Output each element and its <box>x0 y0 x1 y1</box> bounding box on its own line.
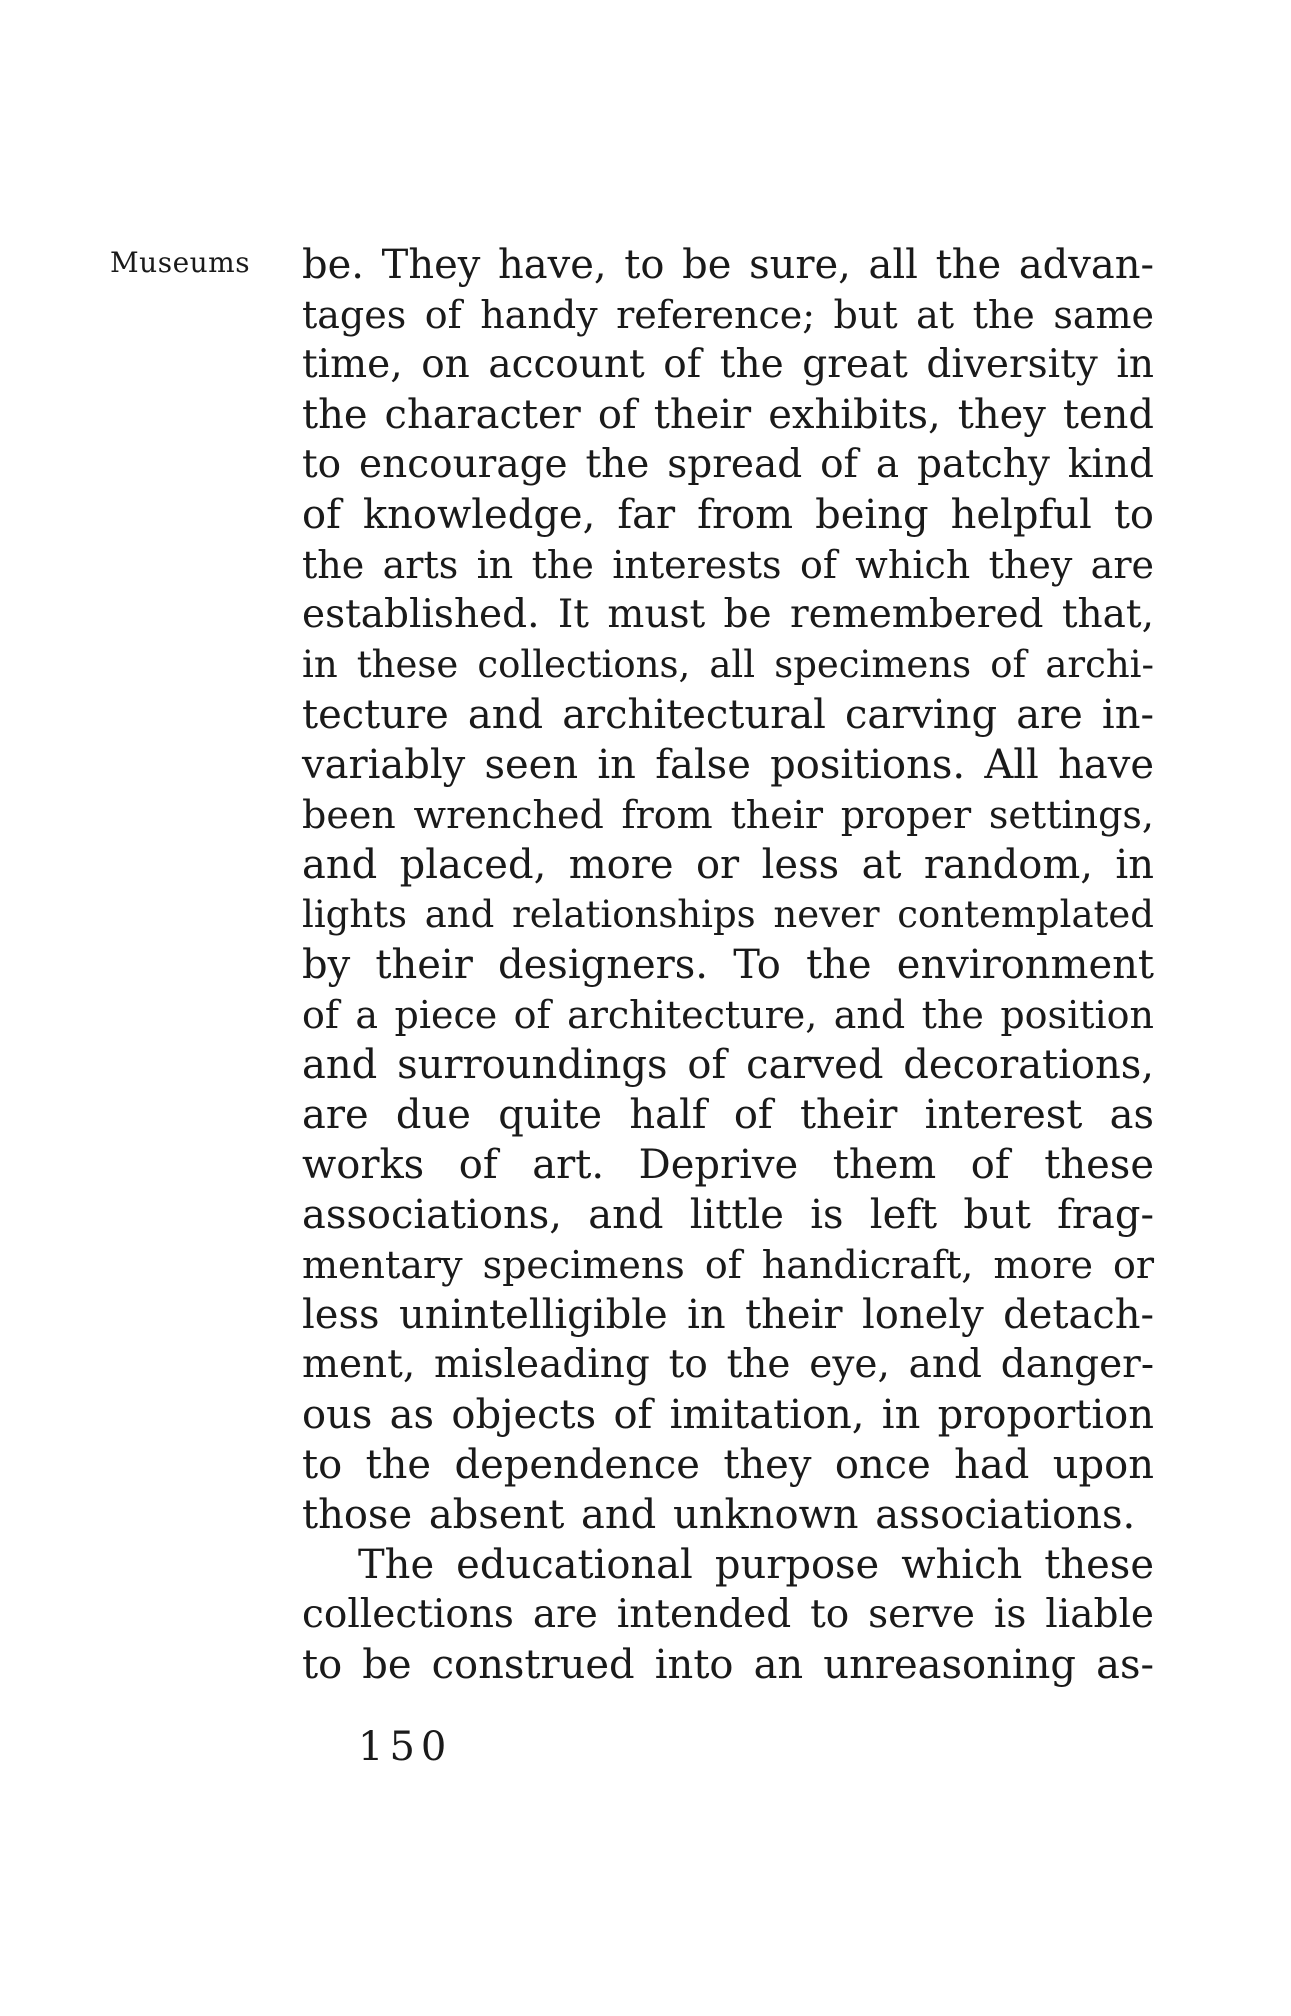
text-line: the character of their exhibits, they tend <box>302 392 1154 438</box>
text-line: those absent and unknown associations. <box>302 1492 1136 1538</box>
text-line: time, on account of the great diversity in <box>302 342 1154 387</box>
text-line: to encourage the spread of a patchy kind <box>302 442 1154 487</box>
text-line: established. It must be remembered that, <box>302 592 1154 637</box>
text-line: less unintelligible in their lonely detach- <box>302 1292 1154 1338</box>
text-line: by their designers. To the environment <box>302 942 1154 988</box>
text-line: to the dependence they once had upon <box>302 1442 1154 1488</box>
text-line: ment, misleading to the eye, and danger- <box>302 1342 1154 1387</box>
text-line: of a piece of architecture, and the position <box>302 993 1154 1037</box>
text-line: of knowledge, far from being helpful to <box>302 492 1154 538</box>
text-line: lights and relationships never contemplated <box>302 893 1154 936</box>
body-text <box>302 240 1154 1690</box>
text-line: been wrenched from their proper settings, <box>302 793 1154 837</box>
text-line: works of art. Deprive them of these <box>302 1142 1154 1188</box>
text-line: ous as objects of imitation, in proportion <box>302 1392 1154 1438</box>
text-line: in these collections, all specimens of archi- <box>302 643 1154 686</box>
running-head: Museums <box>110 246 251 279</box>
page-number: 150 <box>358 1724 453 1770</box>
text-line: and surroundings of carved decorations, <box>302 1042 1154 1088</box>
text-line: tages of handy reference; but at the same <box>302 293 1154 337</box>
text-line: The educational purpose which these <box>358 1542 1154 1588</box>
text-line: associations, and little is left but frag- <box>302 1192 1154 1238</box>
text-line: the arts in the interests of which they are <box>302 543 1154 587</box>
text-line: to be construed into an unreasoning as- <box>302 1642 1154 1688</box>
paragraph <box>302 240 1154 1540</box>
text-line: are due quite half of their interest as <box>302 1092 1154 1138</box>
text-line: variably seen in false positions. All have <box>302 742 1154 788</box>
text-line: and placed, more or less at random, in <box>302 842 1154 888</box>
text-line: be. They have, to be sure, all the advan- <box>302 242 1154 288</box>
text-line: tecture and architectural carving are in- <box>302 692 1154 738</box>
text-line: mentary specimens of handicraft, more or <box>302 1243 1154 1287</box>
text-line: collections are intended to serve is liable <box>302 1592 1154 1637</box>
paragraph <box>302 1540 1154 1690</box>
